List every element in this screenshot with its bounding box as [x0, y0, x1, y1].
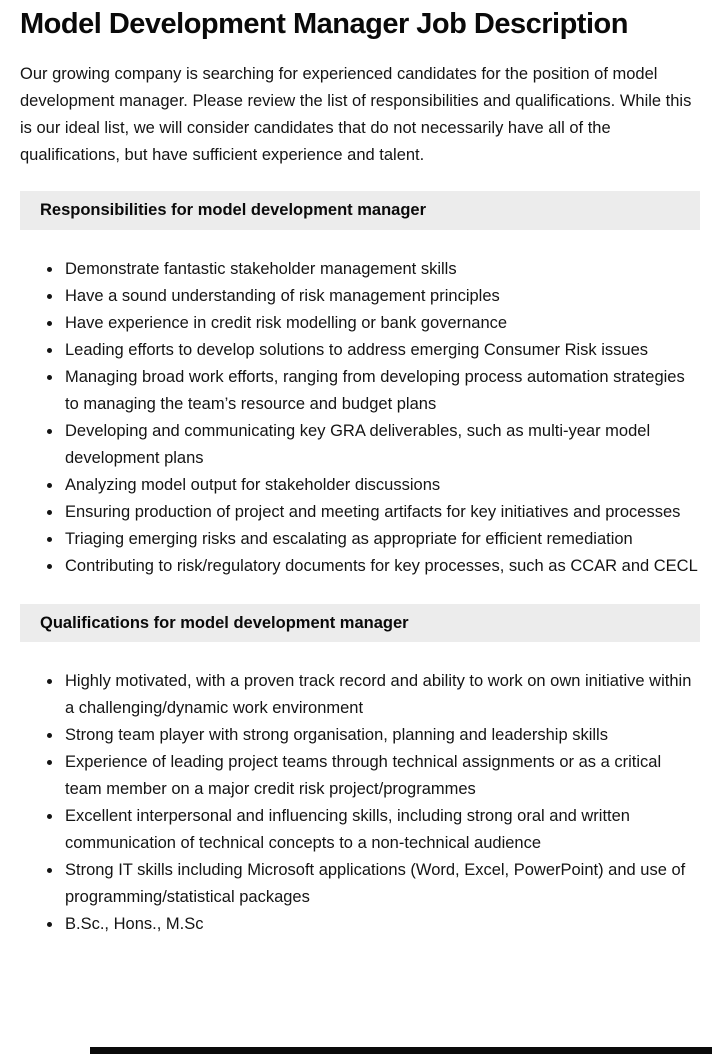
list-item: • Have a sound understanding of risk management principles [63, 283, 700, 310]
section-heading-responsibilities: Responsibilities for model development manager [20, 191, 700, 230]
list-item: • Managing broad work efforts, ranging from developing process automation strategies to managing the team’s resource and budget plans [63, 364, 700, 418]
list-item: • Strong team player with strong organisation, planning and leadership skills [63, 722, 700, 749]
section-heading-qualifications: Qualifications for model development manager [20, 604, 700, 643]
list-item: • Demonstrate fantastic stakeholder management skills [63, 256, 700, 283]
list-item: • B.Sc., Hons., M.Sc [63, 911, 700, 938]
list-item: • Highly motivated, with a proven track record and ability to work on own initiative within a challenging/dynamic work environment [63, 668, 700, 722]
list-item: • Have experience in credit risk modelling or bank governance [63, 310, 700, 337]
responsibilities-bullet-list [20, 256, 700, 580]
list-item: • Strong IT skills including Microsoft applications (Word, Excel, PowerPoint) and use of programming/statistical packages [63, 857, 700, 911]
list-item: • Ensuring production of project and meeting artifacts for key initiatives and processes [63, 499, 700, 526]
intro-paragraph: Our growing company is searching for experienced candidates for the position of model development manager. Please review the list of responsibilities and qualifications. While this is our ideal list, we will consider candidates that do not necessarily have all of the qualifications, but have sufficient experience and talent. [20, 65, 692, 165]
qualifications-bullet-list [20, 668, 700, 938]
page-title: Model Development Manager Job Description [20, 8, 628, 40]
list-item: • Leading efforts to develop solutions to address emerging Consumer Risk issues [63, 337, 700, 364]
list-item: • Excellent interpersonal and influencing skills, including strong oral and written communication of technical concepts to a non-technical audience [63, 803, 700, 857]
list-item: • Triaging emerging risks and escalating as appropriate for efficient remediation [63, 526, 700, 553]
list-item: • Contributing to risk/regulatory documents for key processes, such as CCAR and CECL [63, 553, 700, 580]
section-qualifications [20, 604, 700, 939]
list-item: • Analyzing model output for stakeholder discussions [63, 472, 700, 499]
footer-bar [90, 1047, 712, 1054]
list-item: • Developing and communicating key GRA deliverables, such as multi-year model development plans [63, 418, 700, 472]
list-item: • Experience of leading project teams through technical assignments or as a critical team member on a major credit risk project/programmes [63, 749, 700, 803]
section-responsibilities [20, 191, 700, 580]
